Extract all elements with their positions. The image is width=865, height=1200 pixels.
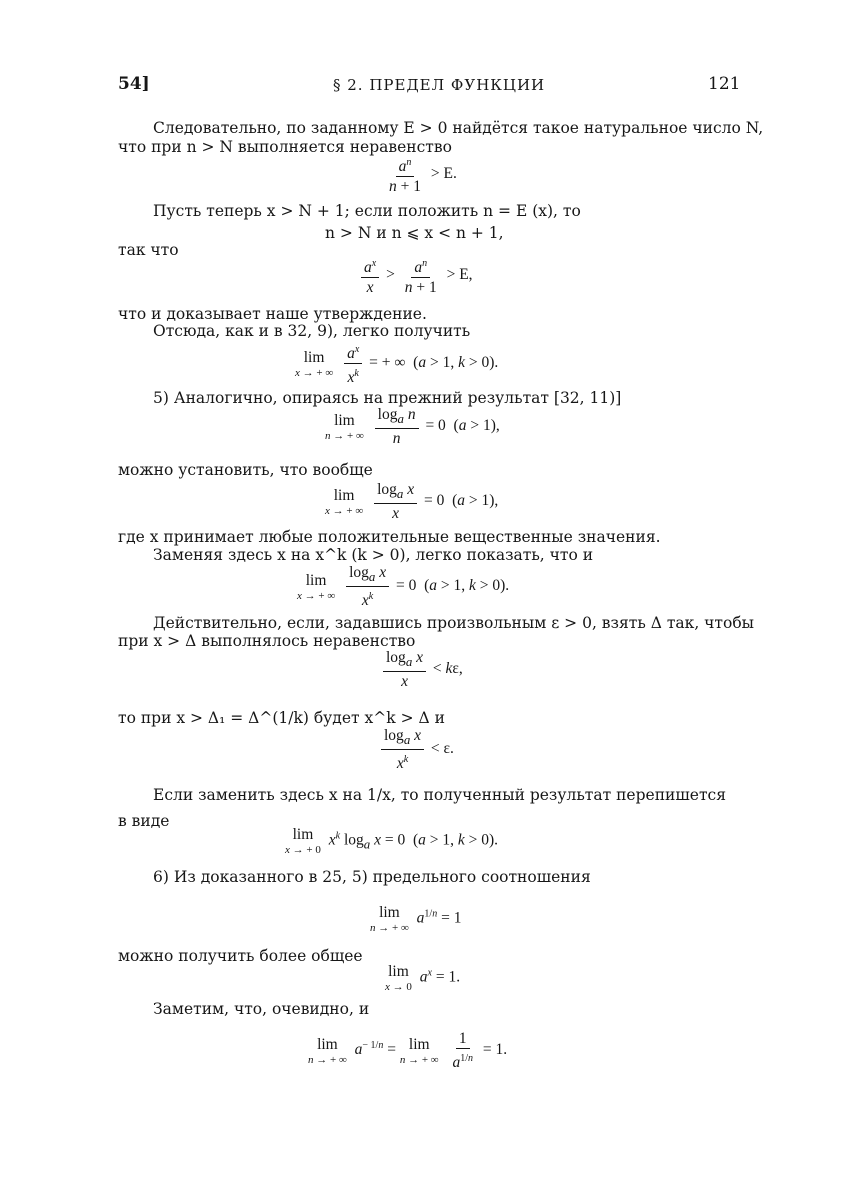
paragraph-line: в виде <box>118 812 170 830</box>
formula-display: $\frac{a^x}{x}$ > $\frac{a^n}{n + 1}$ > E, <box>358 255 473 296</box>
paragraph-line: что при n > N выполняется неравенство <box>118 138 452 156</box>
formula-display: lim n → + ∞ $a^{- 1/n}$ = lim n → + ∞ $\frac{1}{a^{1/n}}$ = 1. <box>308 1030 508 1072</box>
paragraph-line: Пусть теперь x > N + 1; если положить n = E (x), то <box>153 202 581 220</box>
page-number: 121 <box>708 74 741 94</box>
formula-display: lim n → + ∞ $\frac{\log_a n}{n}$ = 0 (a > 1), <box>325 406 500 448</box>
paragraph-line: так что <box>118 241 179 259</box>
paragraph-line: Отсюда, как и в 32, 9), легко получить <box>153 322 471 340</box>
paragraph-line: что и доказывает наше утверждение. <box>118 305 427 323</box>
formula-display: $\frac{\log_a x}{x^k}$ < ε. <box>378 727 454 772</box>
running-title: § 2. ПРЕДЕЛ ФУНКЦИИ <box>333 76 546 94</box>
paragraph-line: Следовательно, по заданному E > 0 найдётся такое натуральное число N, <box>153 119 764 137</box>
paragraph-line: Заметим, что, очевидно, и <box>153 1000 370 1018</box>
paragraph-line: Действительно, если, задавшись произвольным ε > 0, взять Δ так, чтобы <box>153 614 754 632</box>
formula-display: $\frac{a^n}{n + 1}$ > E. <box>383 154 457 195</box>
formula-display: lim n → + ∞ $a^{1/n} = 1$ <box>370 904 462 934</box>
formula-display: $\frac{\log_a x}{x}$ < kε, <box>380 649 463 690</box>
paragraph-line: можно получить более общее <box>118 947 363 965</box>
paragraph-line: при x > Δ выполнялось неравенство <box>118 632 416 650</box>
section-number: 54] <box>118 74 150 94</box>
formula-display: lim x → 0 $a^x = 1$. <box>385 963 461 993</box>
paragraph-line: Заменяя здесь x на x^k (k > 0), легко показать, что и <box>153 546 594 564</box>
paragraph-line: где x принимает любые положительные вещественные значения. <box>118 528 661 546</box>
paragraph-line: то при x > Δ₁ = Δ^(1/k) будет x^k > Δ и <box>118 709 445 727</box>
paragraph-line: 6) Из доказанного в 25, 5) предельного соотношения <box>153 868 591 886</box>
formula-inline: n > N и n ⩽ x < n + 1, <box>325 224 504 242</box>
formula-display: lim x → + ∞ $\frac{\log_a x}{x}$ = 0 (a > 1), <box>325 481 499 523</box>
paragraph-line: Если заменить здесь x на 1/x, то полученный результат перепишется <box>153 786 726 804</box>
formula-display: lim x → + ∞ $\frac{\log_a x}{x^k}$ = 0 (a > 1, k > 0). <box>297 564 510 610</box>
paragraph-line: можно установить, что вообще <box>118 461 373 479</box>
paragraph-line: 5) Аналогично, опираясь на прежний результат [32, 11)] <box>153 389 622 407</box>
formula-display: lim x → + ∞ $\frac{a^x}{x^k}$ = + ∞ (a > 1, k > 0). <box>295 341 498 386</box>
formula-display: lim x → + 0 $x^k$ $\log_a x = 0$ (a > 1, k > 0). <box>285 826 499 856</box>
